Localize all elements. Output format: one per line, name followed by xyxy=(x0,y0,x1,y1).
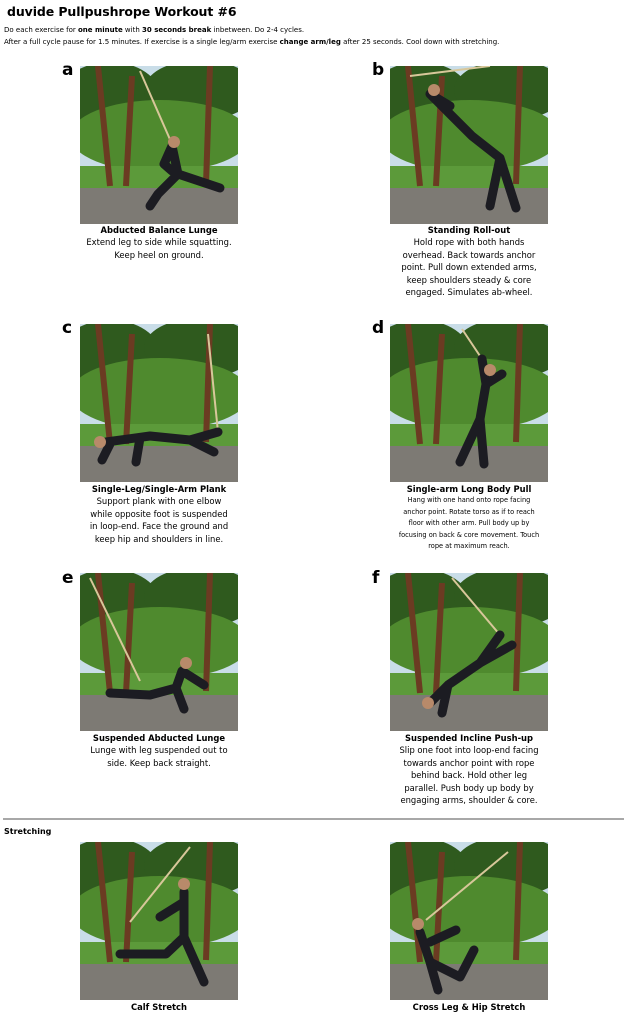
exercise-line: parallel. Push body up body by xyxy=(404,782,534,793)
exercise-caption-c xyxy=(59,484,259,545)
exercise-line: Support plank with one elbow xyxy=(96,496,222,506)
intro-fragment: with xyxy=(122,26,143,34)
intro-text xyxy=(4,24,624,48)
exercise-letter: d xyxy=(372,318,385,338)
exercise-line: while opposite foot is suspended xyxy=(90,508,228,519)
exercise-letter: c xyxy=(62,318,73,338)
exercise-caption-b xyxy=(369,225,569,299)
exercise-title: Suspended Incline Push-up xyxy=(404,733,534,743)
stretching-heading: Stretching xyxy=(4,827,52,836)
stretch-photo-cross-leg xyxy=(390,842,548,1000)
exercise-photo-b xyxy=(390,66,548,224)
exercise-title: Single-Leg/Single-Arm Plank xyxy=(91,484,227,494)
exercise-title: Single-arm Long Body Pull xyxy=(406,484,532,494)
exercise-line: Keep heel on ground. xyxy=(114,249,204,260)
exercise-photo-f xyxy=(390,573,548,731)
intro-fragment: inbetween. Do 2-4 cycles. xyxy=(211,26,305,34)
exercise-caption-e xyxy=(59,733,259,769)
intro-fragment: Do each exercise for xyxy=(4,26,78,34)
exercise-letter: e xyxy=(62,568,74,588)
exercise-photo-a xyxy=(80,66,238,224)
intro-bold: one minute xyxy=(77,26,123,34)
exercise-line: behind back. Hold other leg xyxy=(410,770,528,781)
exercise-line: towards anchor point with rope xyxy=(403,757,535,768)
stretch-photo-calf xyxy=(80,842,238,1000)
intro-bold: change arm/leg xyxy=(279,38,341,46)
exercise-line: overhead. Back towards anchor xyxy=(402,249,536,260)
stretch-title: Cross Leg & Hip Stretch xyxy=(412,1002,526,1012)
intro-fragment: after 25 seconds. Cool down with stretching. xyxy=(340,38,500,46)
page-title: duvide Pullpushrope Workout #6 xyxy=(7,4,237,19)
stretch-caption-cross-leg xyxy=(369,1002,569,1013)
section-divider xyxy=(3,818,624,820)
exercise-title: Standing Roll-out xyxy=(427,225,511,235)
exercise-line: floor with other arm. Pull body up by xyxy=(408,519,530,527)
exercise-line: point. Pull down extended arms, xyxy=(401,262,537,273)
exercise-letter: b xyxy=(372,60,385,80)
exercise-letter: f xyxy=(372,568,380,588)
exercise-line: keep hip and shoulders in line. xyxy=(94,533,224,544)
exercise-line: anchor point. Rotate torso as if to reach xyxy=(403,507,535,516)
exercise-photo-d xyxy=(390,324,548,482)
exercise-caption-f xyxy=(369,733,569,807)
exercise-caption-d xyxy=(369,484,569,553)
exercise-letter: a xyxy=(62,60,74,80)
exercise-line: engaged. Simulates ab-wheel. xyxy=(405,287,533,298)
exercise-line: engaging arms, shoulder & core. xyxy=(400,795,538,806)
exercise-line: Extend leg to side while squatting. xyxy=(86,237,232,247)
exercise-line: rope at maximum reach. xyxy=(428,542,510,550)
exercise-line: Lunge with leg suspended out to xyxy=(90,745,228,755)
exercise-line: Slip one foot into loop-end facing xyxy=(399,745,539,755)
intro-fragment: After a full cycle pause for 1.5 minutes. If exercise is a single leg/arm exercise xyxy=(4,38,280,46)
exercise-line: Hang with one hand onto rope facing xyxy=(407,496,531,504)
exercise-line: keep shoulders steady & core xyxy=(406,274,532,285)
intro-bold: 30 seconds break xyxy=(142,26,212,34)
exercise-photo-e xyxy=(80,573,238,731)
exercise-title: Suspended Abducted Lunge xyxy=(92,733,226,743)
exercise-line: in loop-end. Face the ground and xyxy=(89,521,229,532)
exercise-line: side. Keep back straight. xyxy=(107,757,211,768)
exercise-photo-c xyxy=(80,324,238,482)
exercise-caption-a xyxy=(59,225,259,261)
exercise-line: Hold rope with both hands xyxy=(413,237,525,247)
exercise-title: Abducted Balance Lunge xyxy=(100,225,218,235)
stretch-caption-calf xyxy=(59,1002,259,1013)
stretch-title: Calf Stretch xyxy=(130,1002,187,1012)
exercise-line: focusing on back & core movement. Touch xyxy=(398,530,540,539)
